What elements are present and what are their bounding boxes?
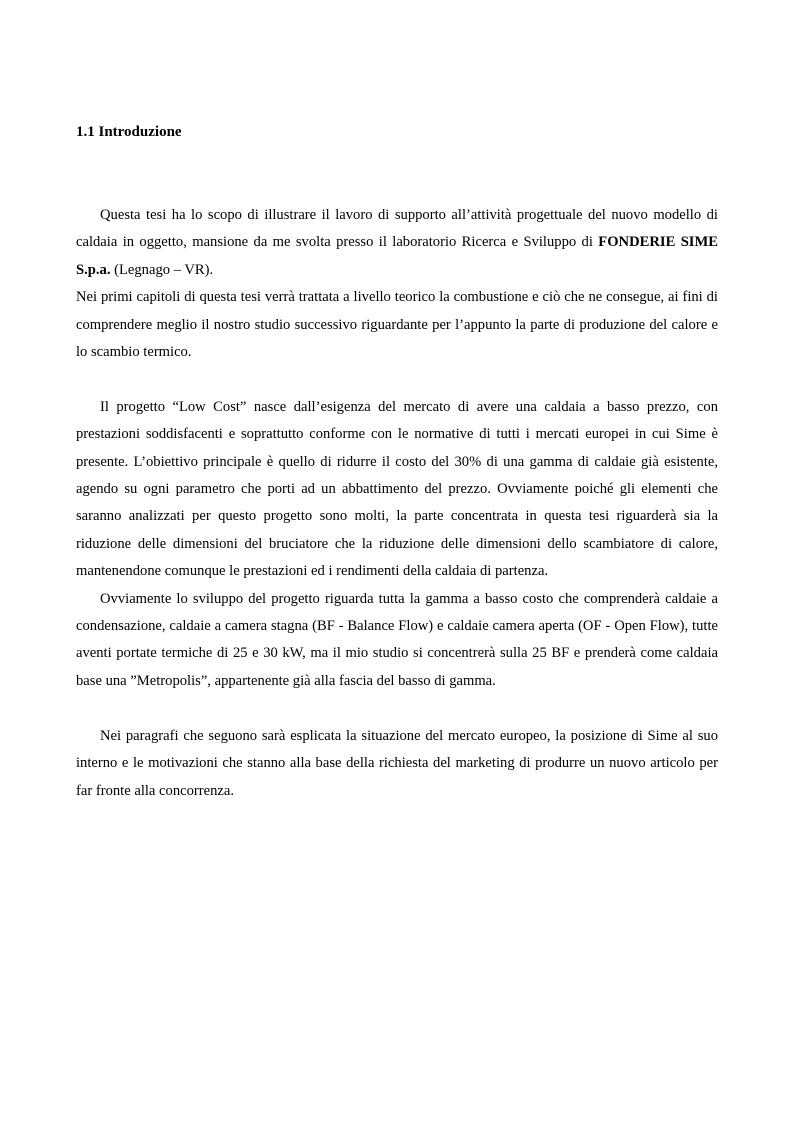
paragraph-market: Nei paragrafi che seguono sarà esplicata la situazione del mercato europeo, la posizione di Sime al suo interno e le motivazioni che stanno alla base della richiesta del marketing di produrre un nuovo articolo per far fronte alla concorrenza.: [76, 727, 718, 799]
section-heading: 1.1 Introduzione: [76, 124, 182, 140]
paragraph-low-cost: Il progetto “Low Cost” nasce dall’esigenza del mercato di avere una caldaia a basso prezzo, con prestazioni soddisfacenti e soprattutto conforme con le normative di tutti i mercati europei in cui Sime è presente. L’obiettivo principale è quello di ridurre il costo del 30% di una gamma di caldaie già esistente, agendo su ogni parametro che porti ad un abbattimento del prezzo. Ovviamente poiché gli elementi che saranno analizzati per questo progetto sono molti, la parte concentrata in questa tesi riguarderà sia la riduzione delle dimensioni del bruciatore che la riduzione delle dimensioni dello scambiatore di calore, mantenendone comunque le prestazioni ed i rendimenti della caldaia di partenza.: [76, 398, 718, 580]
paragraph-range: Ovviamente lo sviluppo del progetto riguarda tutta la gamma a basso costo che comprenderà caldaie a condensazione, caldaie a camera stagna (BF - Balance Flow) e caldaie camera aperta (OF - Open Flow), tutte aventi portate termiche di 25 e 30 kW, ma il mio studio si concentrerà sulla 25 BF e prenderà come caldaia base una ”Metropolis”, appartenente già alla fascia del basso di gamma.: [76, 590, 718, 689]
paragraph-intro-location: (Legnago – VR).: [110, 261, 214, 278]
body-text: [76, 202, 718, 805]
paragraph-intro-text: Questa tesi ha lo scopo di illustrare il lavoro di supporto all’attività progettuale del nuovo modello di caldaia in oggetto, mansione da me svolta presso il laboratorio Ricerca e Sviluppo di: [76, 207, 718, 251]
company-name: FONDERIE SIME S.p.a.: [76, 234, 718, 278]
paragraph-intro: [76, 202, 718, 284]
paragraph-chapters: Nei primi capitoli di questa tesi verrà trattata a livello teorico la combustione e ciò che ne consegue, ai fini di comprendere meglio il nostro studio successivo riguardante per l’appunto la parte di produzione del calore e lo scambio termico.: [76, 289, 718, 361]
